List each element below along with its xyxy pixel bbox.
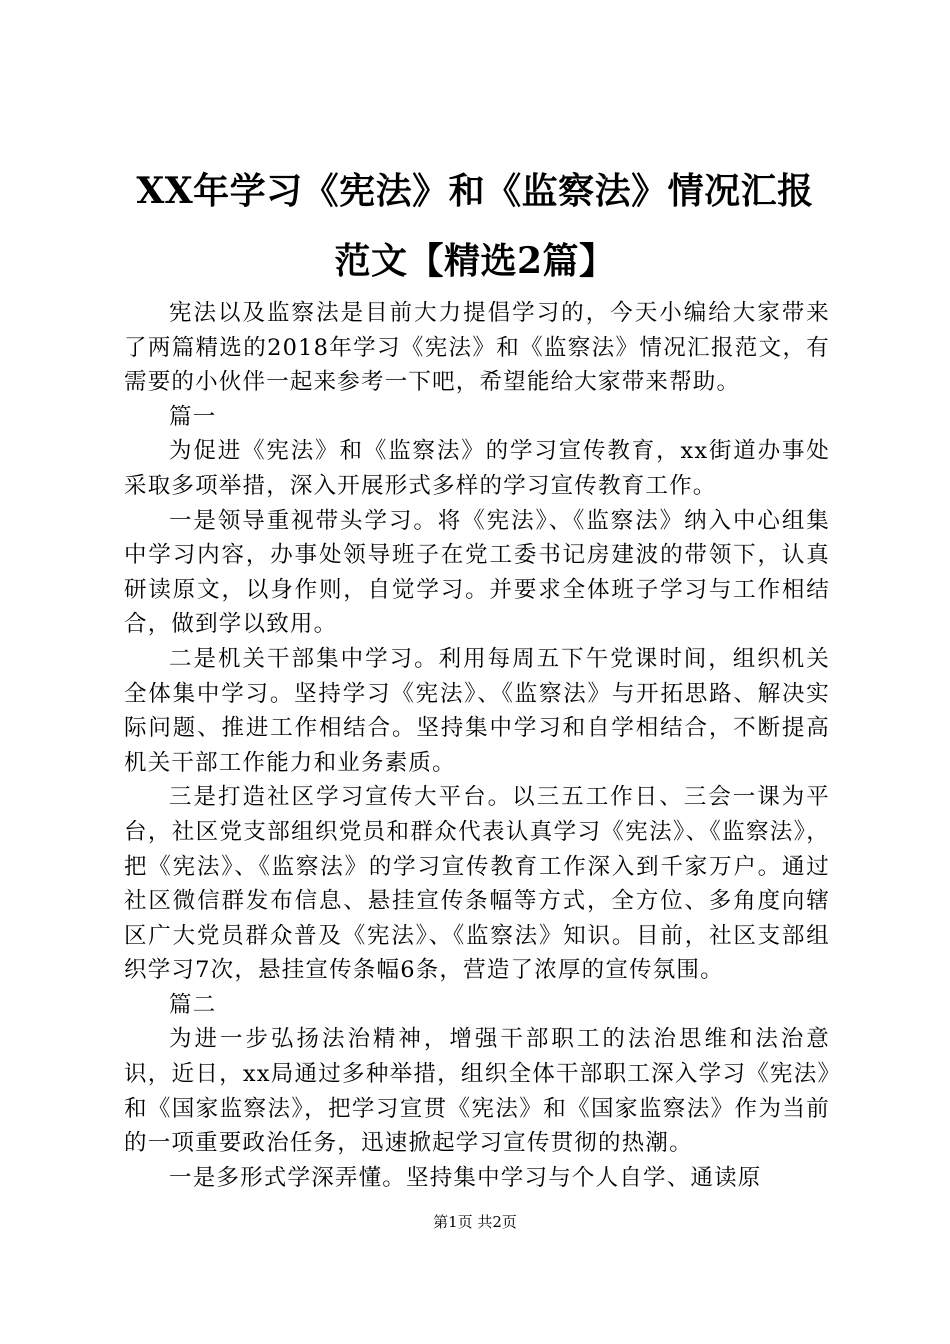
section-heading: 篇一 (169, 403, 217, 430)
body-paragraph: 宪法以及监察法是目前大力提倡学习的，今天小编给大家带来了两篇精选的2018年学习《宪法》和《监察法》情况汇报范文，有需要的小伙伴一起来参考一下吧，希望能给大家带来帮助。 (124, 300, 830, 396)
document-body (124, 296, 830, 1195)
body-paragraph: 三是打造社区学习宣传大平台。以三五工作日、三会一课为平台，社区党支部组织党员和群众代表认真学习《宪法》、《监察法》，把《宪法》、《监察法》的学习宣传教育工作深入到千家万户。通过社区微信群发布信息、悬挂宣传条幅等方式，全方位、多角度向辖区广大党员群众普及《宪法》、《监察法》知识。目前，社区支部组织学习7次，悬挂宣传条幅6条，营造了浓厚的宣传氛围。 (124, 784, 830, 984)
body-paragraph: 一是多形式学深弄懂。坚持集中学习与个人自学、通读原 (169, 1164, 762, 1191)
body-paragraph: 二是机关干部集中学习。利用每周五下午党课时间，组织机关全体集中学习。坚持学习《宪法》、《监察法》与开拓思路、解决实际问题、推进工作相结合。坚持集中学习和自学相结合，不断提高机关干部工作能力和业务素质。 (124, 645, 830, 776)
page-number-footer: 第1页 共2页 (433, 1213, 517, 1231)
document-title: XX年学习《宪法》和《监察法》情况汇报范文【精选2篇】 (136, 170, 814, 282)
body-paragraph: 为促进《宪法》和《监察法》的学习宣传教育，xx街道办事处采取多项举措，深入开展形式多样的学习宣传教育工作。 (124, 438, 830, 499)
body-paragraph: 为进一步弘扬法治精神，增强干部职工的法治思维和法治意识，近日，xx局通过多种举措，组织全体干部职工深入学习《宪法》和《国家监察法》，把学习宣贯《宪法》和《国家监察法》作为当前的一项重要政治任务，迅速掀起学习宣传贯彻的热潮。 (124, 1026, 830, 1157)
body-paragraph: 一是领导重视带头学习。将《宪法》、《监察法》纳入中心组集中学习内容，办事处领导班子在党工委书记房建波的带领下，认真研读原文，以身作则，自觉学习。并要求全体班子学习与工作相结合，做到学以致用。 (124, 507, 830, 638)
section-heading: 篇二 (169, 991, 217, 1018)
